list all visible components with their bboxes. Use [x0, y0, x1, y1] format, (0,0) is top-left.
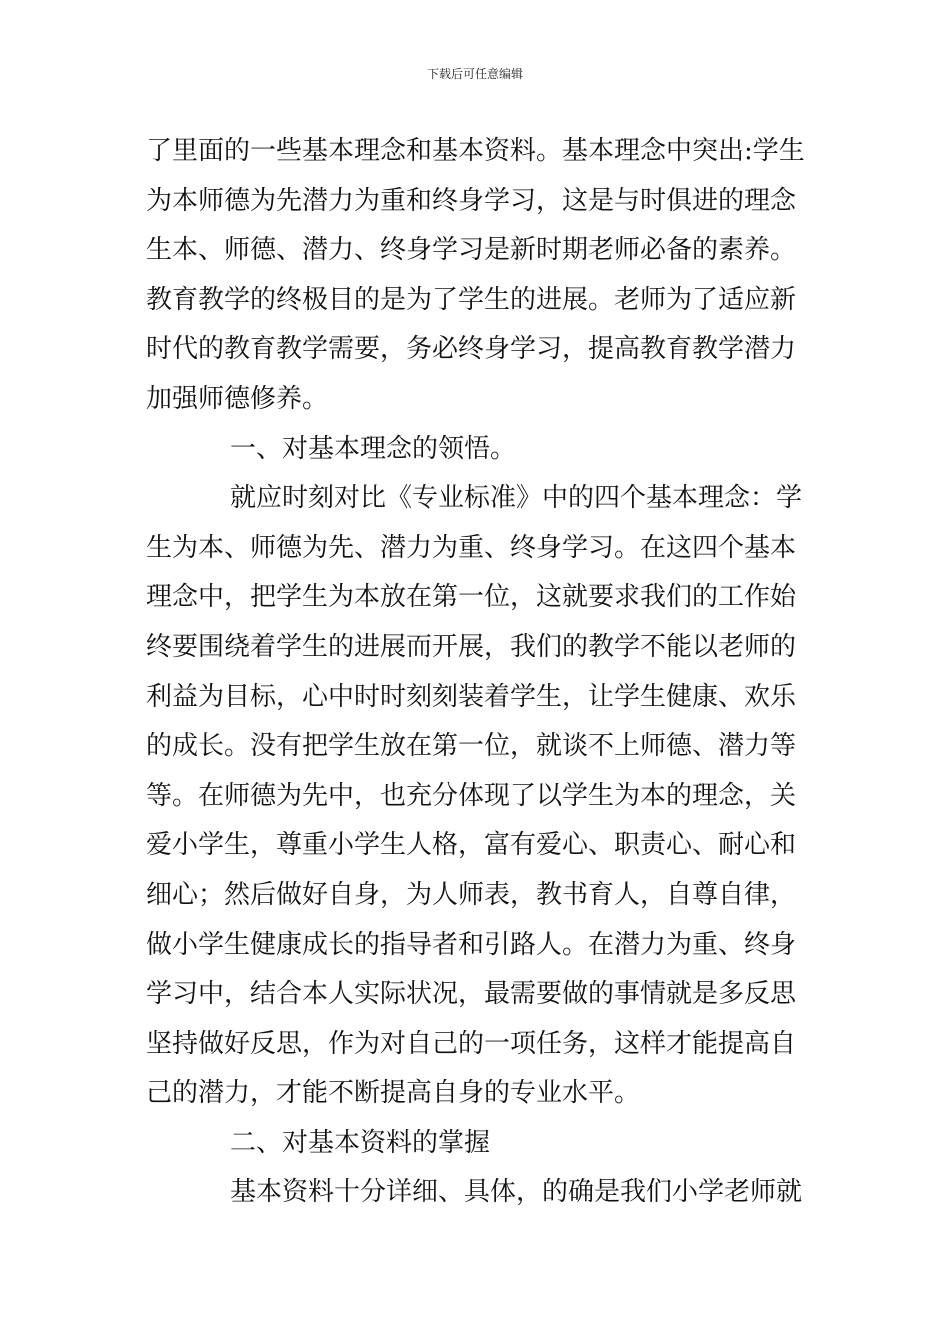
text-line: 利益为目标，心中时时刻刻装着学生，让学生健康、欢乐 — [146, 681, 797, 712]
text-line: 细心；然后做好自身，为人师表，教书育人，自尊自律， — [146, 879, 797, 910]
text-line: 等。在师德为先中，也充分体现了以学生为本的理念，关 — [146, 780, 797, 811]
body-text — [146, 127, 806, 1218]
section-heading-1: 一、对基本理念的领悟。 — [230, 433, 517, 464]
text-line: 教育教学的终极目的是为了学生的进展。老师为了适应新 — [146, 284, 797, 315]
text-line: 就应时刻对比《专业标准》中的四个基本理念：学 — [230, 483, 803, 514]
text-line: 时代的教育教学需要，务必终身学习，提高教育教学潜力 — [146, 334, 797, 365]
page-header-note: 下载后可任意编辑 — [426, 67, 523, 81]
text-line: 坚持做好反思，作为对自己的一项任务，这样才能提高自 — [146, 1028, 797, 1059]
text-line: 了里面的一些基本理念和基本资料。基本理念中突出:学生 — [146, 136, 805, 166]
text-line: 的成长。没有把学生放在第一位，就谈不上师德、潜力等 — [146, 731, 797, 762]
text-line: 生为本、师德为先、潜力为重、终身学习。在这四个基本 — [146, 532, 797, 563]
text-line: 生本、师德、潜力、终身学习是新时期老师必备的素养。 — [146, 235, 797, 266]
text-line: 为本师德为先潜力为重和终身学习，这是与时俱进的理念 — [146, 185, 797, 216]
text-line: 学习中，结合本人实际状况，最需要做的事情就是多反思 — [146, 979, 797, 1010]
text-line: 加强师德修养。 — [146, 383, 329, 414]
text-line: 做小学生健康成长的指导者和引路人。在潜力为重、终身 — [146, 929, 797, 960]
text-line: 理念中，把学生为本放在第一位，这就要求我们的工作始 — [146, 582, 797, 613]
section-heading-2: 二、对基本资料的掌握 — [230, 1127, 491, 1158]
text-line: 终要围绕着学生的进展而开展，我们的教学不能以老师的 — [146, 631, 797, 662]
text-line: 爱小学生，尊重小学生人格，富有爱心、职责心、耐心和 — [146, 830, 797, 861]
text-line: 己的潜力，才能不断提高自身的专业水平。 — [146, 1078, 641, 1109]
text-line: 基本资料十分详细、具体，的确是我们小学老师就 — [230, 1177, 803, 1208]
